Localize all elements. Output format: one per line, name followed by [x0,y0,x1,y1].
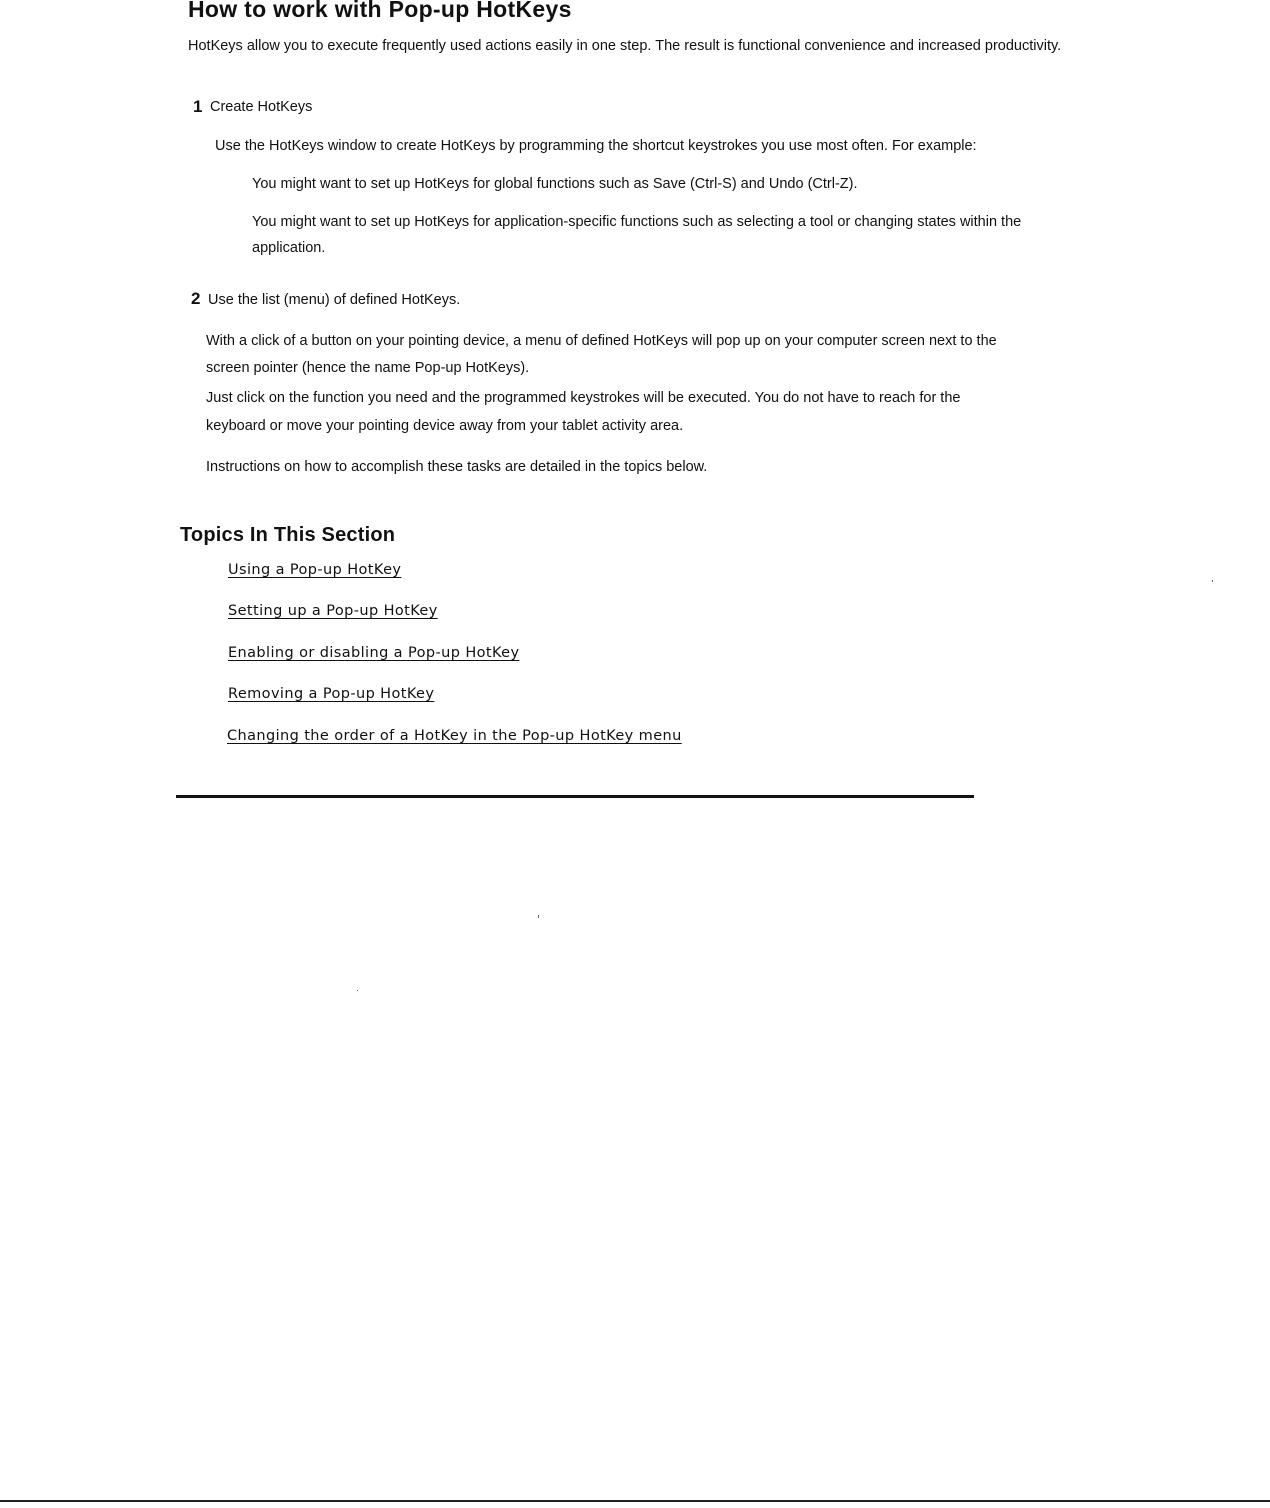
step-2-line-4: keyboard or move your pointing device away from your tablet activity area. [206,418,684,434]
topic-link-removing[interactable]: Removing a Pop-up HotKey [228,686,435,702]
step-1-number: 1 [193,97,203,116]
step-1-label: Create HotKeys [210,99,313,115]
page-title: How to work with Pop-up HotKeys [188,0,572,22]
scan-speck [538,915,539,918]
topic-link-enabling-disabling[interactable]: Enabling or disabling a Pop-up HotKey [228,645,520,661]
page-bottom-border [0,1500,1270,1502]
section-divider [176,795,974,798]
step-1-description: Use the HotKeys window to create HotKeys by programming the shortcut keystrokes you use most often. For example: [215,138,977,154]
scan-speck [357,990,358,991]
step-2-line-1: With a click of a button on your pointing device, a menu of defined HotKeys will pop up on your computer screen next to the [206,333,997,349]
instructions-text: Instructions on how to accomplish these tasks are detailed in the topics below. [206,459,708,475]
scan-speck [1212,580,1213,582]
step-2-line-3: Just click on the function you need and the programmed keystrokes will be executed. You do not have to reach for the [206,390,961,406]
intro-paragraph: HotKeys allow you to execute frequently used actions easily in one step. The result is functional convenience and increased productivity. [188,38,1062,54]
step-1-example-2: You might want to set up HotKeys for application-specific functions such as selecting a tool or changing states within the [252,214,1022,230]
step-1-example-1: You might want to set up HotKeys for global functions such as Save (Ctrl-S) and Undo (Ctrl-Z). [252,176,858,192]
step-1-example-2-cont: application. [252,240,326,256]
step-2-label: Use the list (menu) of defined HotKeys. [208,292,461,308]
topics-heading: Topics In This Section [180,524,396,546]
topic-link-setting-up[interactable]: Setting up a Pop-up HotKey [228,603,438,619]
topic-link-using[interactable]: Using a Pop-up HotKey [228,562,402,578]
step-2-number: 2 [191,289,201,308]
step-2-line-2: screen pointer (hence the name Pop-up HotKeys). [206,360,530,376]
topic-link-changing-order[interactable]: Changing the order of a HotKey in the Pop-up HotKey menu [227,728,682,744]
